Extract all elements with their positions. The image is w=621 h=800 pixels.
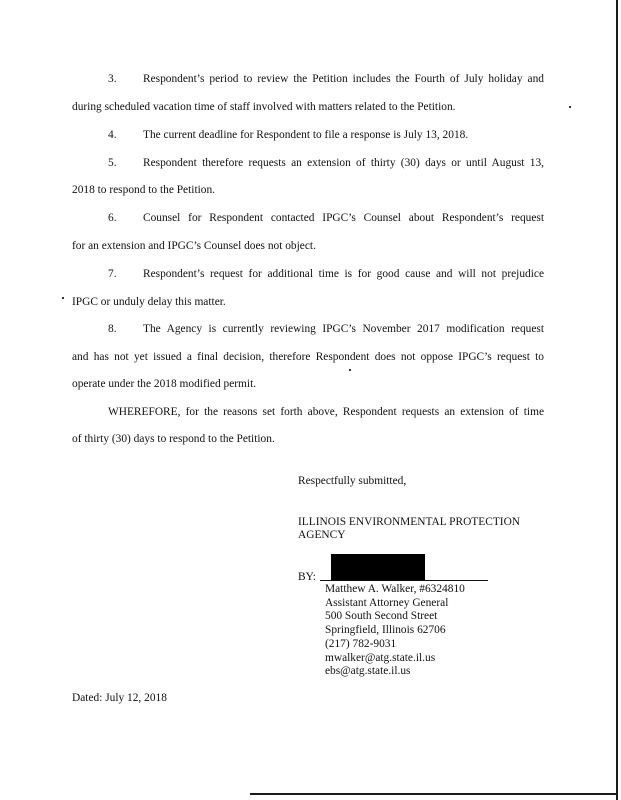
paragraph-8-line-3: operate under the 2018 modified permit. [72,378,257,390]
paragraph-8-number: 8. [108,323,117,335]
paragraph-5-line-2: 2018 to respond to the Petition. [72,184,216,196]
page-edge-bottom [250,793,616,795]
paragraph-3-number: 3. [108,73,117,85]
phone-number: (217) 782-9031 [325,637,397,650]
agency-name-line-2: AGENCY [298,529,346,541]
paragraph-7-number: 7. [108,268,117,280]
email-primary: mwalker@atg.state.il.us [325,651,436,664]
signature-line [320,580,488,581]
dated-line: Dated: July 12, 2018 [72,692,167,704]
paragraph-3-line-1 [72,72,544,86]
paragraph-3-text-1: Respondent’s period to review the Petition includes the Fourth of July holiday and [143,73,544,85]
paragraph-6-line-2: for an extension and IPGC’s Counsel does not object. [72,240,316,252]
paragraph-7-line-2: IPGC or unduly delay this matter. [72,296,226,308]
paragraph-5-text-1: Respondent therefore requests an extension of thirty (30) days or until August 13, [143,157,544,169]
paragraph-7-text-1: Respondent’s request for additional time is for good cause and will not prejudice [143,268,544,280]
scan-speck [349,369,351,371]
paragraph-6-number: 6. [108,212,117,224]
paragraph-5-line-1 [72,156,544,170]
attorney-name: Matthew A. Walker, #6324810 [325,583,465,595]
paragraph-7-line-1 [72,267,544,281]
closing-text: Respectfully submitted, [298,475,407,487]
paragraph-8-line-2: and has not yet issued a final decision, therefore Respondent does not oppose IPGC’s request to [72,351,544,363]
paragraph-6-line-1 [72,211,544,225]
agency-name-line-1: ILLINOIS ENVIRONMENTAL PROTECTION [298,516,521,528]
attorney-title: Assistant Attorney General [325,596,449,609]
paragraph-4-number: 4. [108,129,117,141]
paragraph-6-text-1: Counsel for Respondent contacted IPGC’s Counsel about Respondent’s request [143,212,544,224]
attorney-details [325,583,465,679]
paragraph-4-line-1 [72,128,544,142]
address-city: Springfield, Illinois 62706 [325,624,446,637]
page-edge-right [616,0,618,800]
paragraph-4-text-1: The current deadline for Respondent to file a response is July 13, 2018. [143,129,469,141]
wherefore-text-1: WHEREFORE, for the reasons set forth above, Respondent requests an extension of time [108,406,544,418]
address-street: 500 South Second Street [325,610,438,623]
by-label: BY: [298,571,316,583]
redacted-signature [331,554,425,580]
paragraph-8-line-1 [72,322,544,336]
scan-speck [569,106,571,108]
paragraph-3-line-2: during scheduled vacation time of staff involved with matters related to the Petition. [72,101,456,113]
paragraph-5-number: 5. [108,157,117,169]
wherefore-line-1 [72,405,544,419]
paragraph-8-text-1: The Agency is currently reviewing IPGC’s November 2017 modification request [143,323,544,335]
wherefore-line-2: of thirty (30) days to respond to the Petition. [72,433,275,445]
email-secondary: ebs@atg.state.il.us [325,665,411,678]
scan-speck [62,297,64,299]
